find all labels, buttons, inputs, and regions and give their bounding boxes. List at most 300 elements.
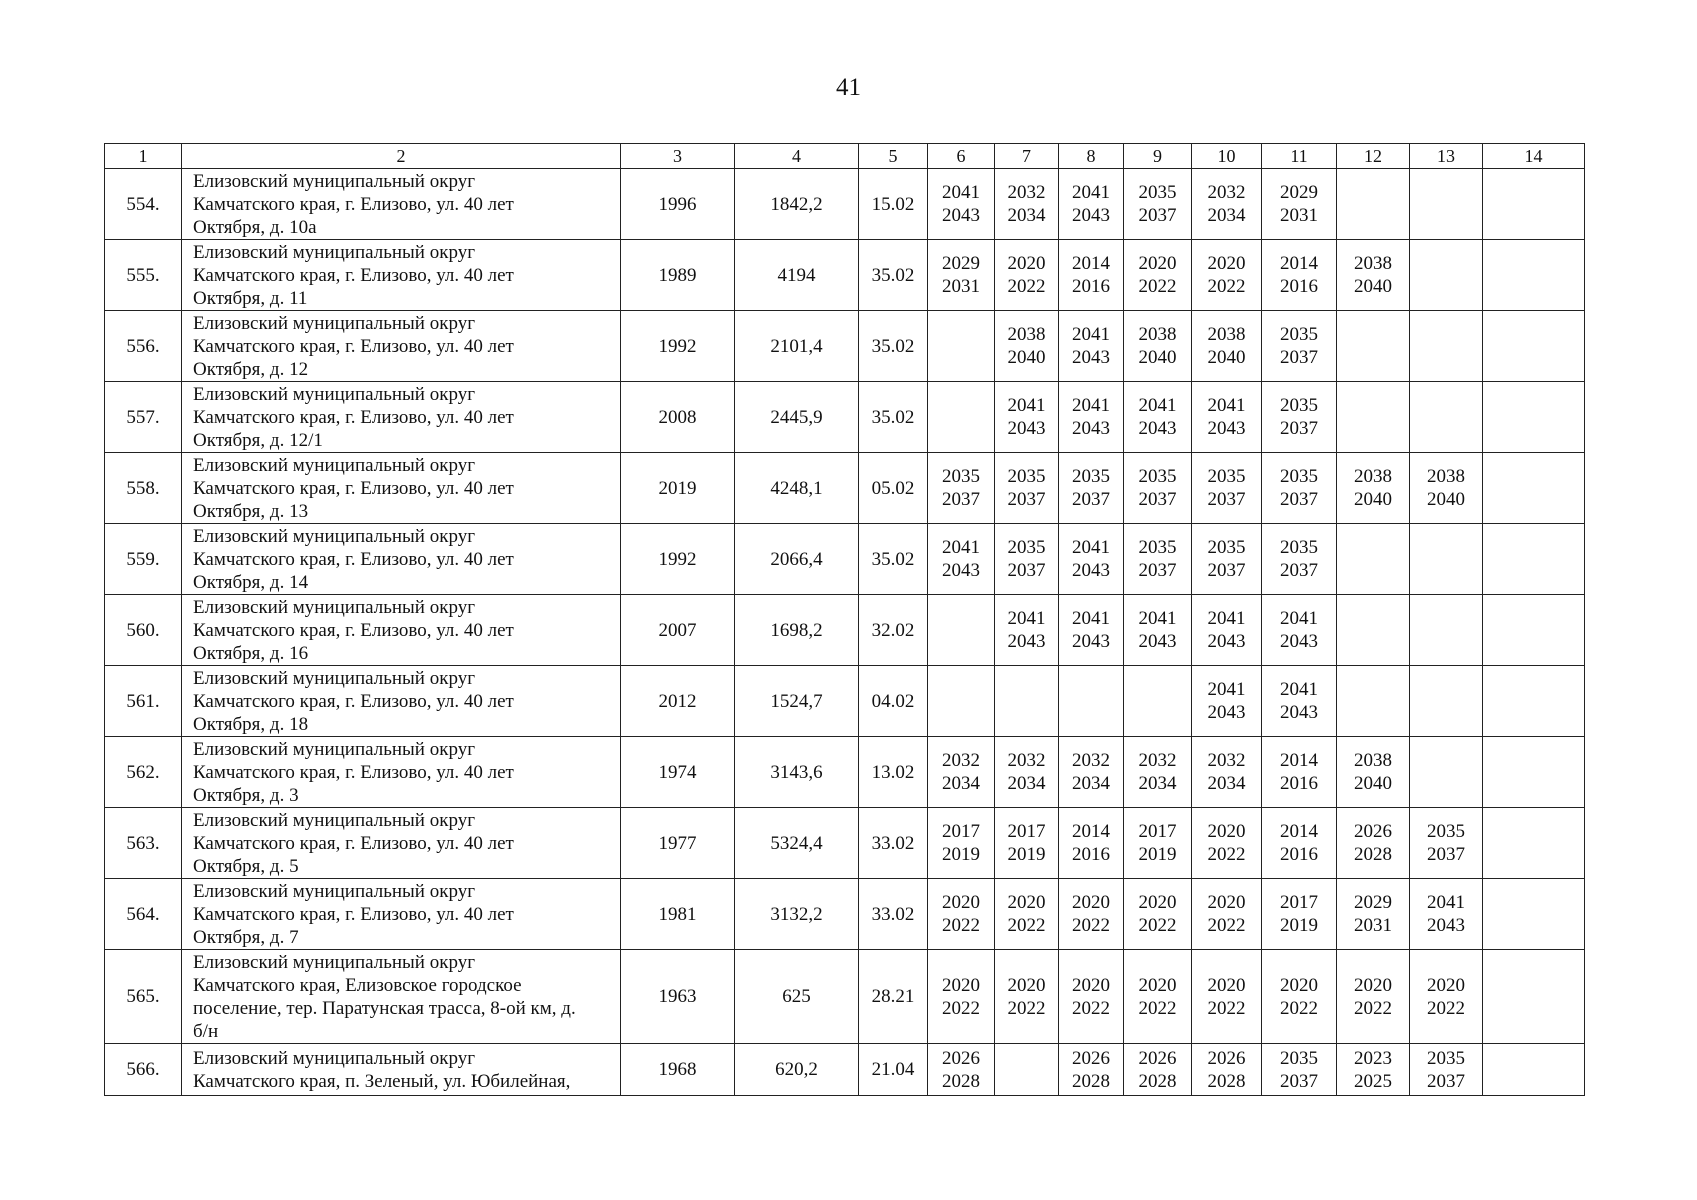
- table-row: [105, 879, 1585, 950]
- period-year: 2017: [1280, 892, 1318, 913]
- period-year: 2020: [1072, 974, 1110, 996]
- period-cell-col-8: [1059, 169, 1124, 240]
- period-cell-col-14: [1483, 311, 1585, 382]
- period-year: 2016: [1072, 276, 1110, 297]
- period-cell-col-12: [1337, 382, 1410, 453]
- period-cell-col-13: [1410, 737, 1483, 808]
- period-year: 2041: [1007, 395, 1046, 416]
- period-year: 2022: [1007, 997, 1046, 1019]
- period-year: 2043: [1207, 418, 1246, 439]
- period-year: 2041: [1280, 679, 1318, 700]
- period-year: 2038: [1138, 324, 1177, 345]
- period-cell-col-9: [1124, 169, 1192, 240]
- build-year-cell: 2012: [621, 666, 735, 737]
- period-year: 2037: [1280, 560, 1318, 581]
- period-cell-col-8: [1059, 1044, 1124, 1096]
- period-cell-col-6: [928, 808, 995, 879]
- code-cell: 13.02: [859, 737, 928, 808]
- area-cell: 5324,4: [735, 808, 859, 879]
- column-header-10: 10: [1192, 144, 1262, 169]
- address-line: б/н: [193, 1020, 219, 1042]
- period-year: 2041: [1072, 608, 1110, 629]
- period-year: 2037: [1138, 560, 1177, 581]
- period-cell-col-10: [1192, 382, 1262, 453]
- period-cell-col-10: [1192, 666, 1262, 737]
- address-line: Камчатского края, г. Елизово, ул. 40 лет: [193, 690, 514, 712]
- period-cell-col-12: [1337, 453, 1410, 524]
- period-year: 2037: [1427, 1070, 1465, 1092]
- period-cell-col-12: [1337, 737, 1410, 808]
- period-year: 2014: [1072, 821, 1110, 842]
- period-cell-col-13: [1410, 524, 1483, 595]
- period-cell-col-9: [1124, 879, 1192, 950]
- period-year: 2019: [1007, 844, 1046, 865]
- period-year: 2037: [1280, 1070, 1318, 1092]
- period-year: 2035: [1072, 466, 1110, 487]
- period-year: 2016: [1280, 773, 1318, 794]
- period-cell-col-10: [1192, 737, 1262, 808]
- period-cell-col-10: [1192, 453, 1262, 524]
- code-cell: 05.02: [859, 453, 928, 524]
- address-cell: [182, 169, 621, 240]
- area-cell: 3143,6: [735, 737, 859, 808]
- period-year: 2035: [1280, 466, 1318, 487]
- table-row: [105, 169, 1585, 240]
- period-year: 2022: [1354, 997, 1392, 1019]
- period-year: 2028: [1138, 1070, 1177, 1092]
- address-cell: [182, 879, 621, 950]
- period-year: 2026: [1072, 1047, 1110, 1069]
- period-year: 2032: [1007, 750, 1046, 771]
- period-cell-col-13: [1410, 240, 1483, 311]
- period-year: 2016: [1280, 276, 1318, 297]
- period-year: 2037: [1138, 205, 1177, 226]
- period-year: 2035: [1280, 1047, 1318, 1069]
- address-line: Камчатского края, г. Елизово, ул. 40 лет: [193, 335, 514, 357]
- period-cell-col-12: [1337, 666, 1410, 737]
- area-cell: 2101,4: [735, 311, 859, 382]
- period-cell-col-13: [1410, 808, 1483, 879]
- build-year-cell: 1977: [621, 808, 735, 879]
- period-year: 2026: [1354, 821, 1392, 842]
- period-year: 2040: [1207, 347, 1246, 368]
- address-line: Елизовский муниципальный округ: [193, 312, 475, 334]
- address-cell: [182, 808, 621, 879]
- period-year: 2020: [1207, 253, 1246, 274]
- period-cell-col-10: [1192, 524, 1262, 595]
- period-year: 2037: [1280, 489, 1318, 510]
- period-year: 2035: [1280, 324, 1318, 345]
- period-cell-col-11: [1262, 453, 1337, 524]
- period-year: 2014: [1072, 253, 1110, 274]
- address-line: Камчатского края, г. Елизово, ул. 40 лет: [193, 832, 514, 854]
- build-year-cell: 2008: [621, 382, 735, 453]
- period-year: 2022: [1072, 997, 1110, 1019]
- address-line: Октября, д. 14: [193, 571, 309, 593]
- row-number: 561.: [105, 666, 182, 737]
- address-line: Октября, д. 16: [193, 642, 309, 664]
- period-year: 2022: [1207, 844, 1246, 865]
- period-year: 2022: [1138, 915, 1177, 936]
- period-year: 2022: [1138, 276, 1177, 297]
- address-line: Октября, д. 3: [193, 784, 299, 806]
- period-year: 2034: [1207, 205, 1246, 226]
- period-year: 2025: [1354, 1070, 1392, 1092]
- period-year: 2041: [1072, 324, 1110, 345]
- period-year: 2029: [942, 253, 980, 274]
- period-year: 2037: [942, 489, 980, 510]
- period-cell-col-7: [995, 950, 1059, 1044]
- period-cell-col-7: [995, 169, 1059, 240]
- period-year: 2037: [1007, 560, 1046, 581]
- period-cell-col-9: [1124, 382, 1192, 453]
- address-line: Камчатского края, г. Елизово, ул. 40 лет: [193, 193, 514, 215]
- period-year: 2043: [942, 560, 980, 581]
- table-row: [105, 1044, 1585, 1096]
- period-cell-col-7: [995, 1044, 1059, 1096]
- period-cell-col-13: [1410, 950, 1483, 1044]
- period-cell-col-7: [995, 524, 1059, 595]
- period-cell-col-9: [1124, 808, 1192, 879]
- period-cell-col-14: [1483, 595, 1585, 666]
- period-year: 2038: [1207, 324, 1246, 345]
- period-year: 2038: [1354, 466, 1392, 487]
- period-year: 2041: [1138, 608, 1177, 629]
- period-year: 2043: [1138, 418, 1177, 439]
- period-cell-col-10: [1192, 311, 1262, 382]
- table-row: [105, 595, 1585, 666]
- address-cell: [182, 240, 621, 311]
- period-cell-col-11: [1262, 808, 1337, 879]
- header-row: [105, 144, 1585, 169]
- period-cell-col-14: [1483, 737, 1585, 808]
- period-year: 2035: [1007, 466, 1046, 487]
- column-header-6: 6: [928, 144, 995, 169]
- period-year: 2035: [942, 466, 980, 487]
- period-year: 2041: [1072, 395, 1110, 416]
- period-year: 2041: [1427, 892, 1465, 913]
- area-cell: 1698,2: [735, 595, 859, 666]
- period-year: 2031: [1354, 915, 1392, 936]
- period-year: 2020: [1280, 974, 1318, 996]
- period-year: 2043: [1280, 702, 1318, 723]
- period-cell-col-14: [1483, 950, 1585, 1044]
- period-year: 2043: [1207, 631, 1246, 652]
- area-cell: 4194: [735, 240, 859, 311]
- period-cell-col-6: [928, 524, 995, 595]
- period-year: 2040: [1138, 347, 1177, 368]
- address-line: Елизовский муниципальный округ: [193, 667, 475, 689]
- period-cell-col-8: [1059, 453, 1124, 524]
- period-year: 2035: [1427, 821, 1465, 842]
- period-cell-col-8: [1059, 524, 1124, 595]
- address-line: Елизовский муниципальный округ: [193, 383, 475, 405]
- code-cell: 35.02: [859, 240, 928, 311]
- address-line: Елизовский муниципальный округ: [193, 170, 475, 192]
- address-line: Камчатского края, г. Елизово, ул. 40 лет: [193, 477, 514, 499]
- code-cell: 32.02: [859, 595, 928, 666]
- code-cell: 35.02: [859, 311, 928, 382]
- code-cell: 35.02: [859, 524, 928, 595]
- period-cell-col-12: [1337, 1044, 1410, 1096]
- address-line: поселение, тер. Паратунская трасса, 8-ой км, д.: [193, 997, 576, 1019]
- row-number: 558.: [105, 453, 182, 524]
- address-line: Камчатского края, Елизовское городское: [193, 974, 522, 996]
- period-cell-col-9: [1124, 666, 1192, 737]
- period-year: 2043: [1007, 418, 1046, 439]
- period-year: 2020: [1007, 253, 1046, 274]
- period-year: 2028: [1354, 844, 1392, 865]
- period-year: 2014: [1280, 750, 1318, 771]
- address-cell: [182, 524, 621, 595]
- period-cell-col-8: [1059, 879, 1124, 950]
- build-year-cell: 1968: [621, 1044, 735, 1096]
- period-year: 2014: [1280, 253, 1318, 274]
- period-cell-col-9: [1124, 311, 1192, 382]
- period-cell-col-7: [995, 666, 1059, 737]
- period-year: 2034: [1138, 773, 1177, 794]
- period-year: 2023: [1354, 1047, 1392, 1069]
- row-number: 554.: [105, 169, 182, 240]
- address-line: Камчатского края, г. Елизово, ул. 40 лет: [193, 406, 514, 428]
- period-cell-col-10: [1192, 1044, 1262, 1096]
- period-cell-col-6: [928, 879, 995, 950]
- row-number: 563.: [105, 808, 182, 879]
- period-cell-col-9: [1124, 1044, 1192, 1096]
- address-line: Камчатского края, г. Елизово, ул. 40 лет: [193, 761, 514, 783]
- period-year: 2040: [1354, 276, 1392, 297]
- address-line: Елизовский муниципальный округ: [193, 951, 475, 973]
- period-year: 2037: [1207, 489, 1246, 510]
- period-cell-col-11: [1262, 382, 1337, 453]
- period-year: 2035: [1280, 537, 1318, 558]
- area-cell: 2066,4: [735, 524, 859, 595]
- code-cell: 33.02: [859, 879, 928, 950]
- period-year: 2038: [1007, 324, 1046, 345]
- area-cell: 1842,2: [735, 169, 859, 240]
- address-cell: [182, 382, 621, 453]
- row-number: 566.: [105, 1044, 182, 1096]
- code-cell: 15.02: [859, 169, 928, 240]
- period-year: 2037: [1072, 489, 1110, 510]
- period-cell-col-11: [1262, 240, 1337, 311]
- address-line: Октября, д. 7: [193, 926, 299, 948]
- build-year-cell: 1992: [621, 311, 735, 382]
- code-cell: 33.02: [859, 808, 928, 879]
- period-year: 2022: [1280, 997, 1318, 1019]
- period-year: 2020: [1138, 253, 1177, 274]
- period-cell-col-11: [1262, 311, 1337, 382]
- period-cell-col-8: [1059, 240, 1124, 311]
- address-line: Камчатского края, г. Елизово, ул. 40 лет: [193, 264, 514, 286]
- column-header-4: 4: [735, 144, 859, 169]
- period-year: 2043: [1072, 418, 1110, 439]
- column-header-12: 12: [1337, 144, 1410, 169]
- period-cell-col-14: [1483, 382, 1585, 453]
- build-year-cell: 1992: [621, 524, 735, 595]
- row-number: 560.: [105, 595, 182, 666]
- row-number: 564.: [105, 879, 182, 950]
- period-year: 2016: [1072, 844, 1110, 865]
- period-year: 2020: [1072, 892, 1110, 913]
- period-year: 2041: [1207, 679, 1246, 700]
- period-year: 2043: [1072, 560, 1110, 581]
- period-year: 2022: [942, 997, 980, 1019]
- column-header-9: 9: [1124, 144, 1192, 169]
- column-header-1: 1: [105, 144, 182, 169]
- period-cell-col-8: [1059, 382, 1124, 453]
- period-year: 2043: [1007, 631, 1046, 652]
- page-number: 41: [836, 74, 861, 101]
- address-cell: [182, 737, 621, 808]
- column-header-11: 11: [1262, 144, 1337, 169]
- period-cell-col-9: [1124, 524, 1192, 595]
- code-cell: 35.02: [859, 382, 928, 453]
- period-year: 2043: [1072, 347, 1110, 368]
- address-cell: [182, 311, 621, 382]
- period-cell-col-6: [928, 382, 995, 453]
- period-cell-col-14: [1483, 169, 1585, 240]
- address-line: Октября, д. 12: [193, 358, 309, 380]
- period-year: 2040: [1354, 773, 1392, 794]
- address-line: Елизовский муниципальный округ: [193, 525, 475, 547]
- period-year: 2022: [1207, 915, 1246, 936]
- address-line: Елизовский муниципальный округ: [193, 1047, 475, 1069]
- period-cell-col-9: [1124, 737, 1192, 808]
- period-year: 2032: [1072, 750, 1110, 771]
- period-year: 2037: [1280, 418, 1318, 439]
- period-year: 2041: [942, 537, 980, 558]
- period-year: 2041: [1007, 608, 1046, 629]
- period-year: 2032: [1207, 750, 1246, 771]
- period-year: 2016: [1280, 844, 1318, 865]
- period-year: 2032: [942, 750, 980, 771]
- period-year: 2020: [1354, 974, 1392, 996]
- period-year: 2034: [1007, 773, 1046, 794]
- period-year: 2035: [1427, 1047, 1465, 1069]
- period-cell-col-12: [1337, 595, 1410, 666]
- period-year: 2031: [1280, 205, 1318, 226]
- build-year-cell: 1996: [621, 169, 735, 240]
- column-header-5: 5: [859, 144, 928, 169]
- build-year-cell: 2019: [621, 453, 735, 524]
- period-cell-col-14: [1483, 808, 1585, 879]
- area-cell: 2445,9: [735, 382, 859, 453]
- period-cell-col-12: [1337, 879, 1410, 950]
- period-year: 2034: [1072, 773, 1110, 794]
- period-year: 2037: [1427, 844, 1465, 865]
- code-cell: 04.02: [859, 666, 928, 737]
- period-year: 2041: [1280, 608, 1318, 629]
- period-cell-col-6: [928, 453, 995, 524]
- row-number: 557.: [105, 382, 182, 453]
- table-row: [105, 382, 1585, 453]
- period-year: 2020: [1207, 892, 1246, 913]
- period-year: 2019: [942, 844, 980, 865]
- address-line: Октября, д. 12/1: [193, 429, 323, 451]
- period-year: 2032: [1007, 182, 1046, 203]
- period-year: 2043: [1207, 702, 1246, 723]
- period-cell-col-7: [995, 240, 1059, 311]
- period-year: 2043: [1072, 631, 1110, 652]
- period-year: 2035: [1138, 182, 1177, 203]
- period-year: 2026: [942, 1047, 980, 1069]
- period-cell-col-7: [995, 737, 1059, 808]
- period-cell-col-10: [1192, 595, 1262, 666]
- period-cell-col-9: [1124, 240, 1192, 311]
- address-line: Елизовский муниципальный округ: [193, 454, 475, 476]
- address-line: Октября, д. 13: [193, 500, 309, 522]
- period-year: 2017: [1138, 821, 1177, 842]
- period-year: 2028: [1072, 1070, 1110, 1092]
- period-cell-col-13: [1410, 382, 1483, 453]
- table-row: [105, 524, 1585, 595]
- period-cell-col-8: [1059, 737, 1124, 808]
- period-cell-col-13: [1410, 169, 1483, 240]
- period-year: 2041: [942, 182, 980, 203]
- period-year: 2041: [1138, 395, 1177, 416]
- period-cell-col-12: [1337, 808, 1410, 879]
- period-cell-col-7: [995, 879, 1059, 950]
- period-year: 2022: [942, 915, 980, 936]
- area-cell: 1524,7: [735, 666, 859, 737]
- period-year: 2037: [1138, 489, 1177, 510]
- period-cell-col-11: [1262, 169, 1337, 240]
- period-year: 2028: [1207, 1070, 1246, 1092]
- period-cell-col-7: [995, 808, 1059, 879]
- row-number: 565.: [105, 950, 182, 1044]
- period-year: 2020: [942, 974, 980, 996]
- row-number: 559.: [105, 524, 182, 595]
- period-cell-col-13: [1410, 453, 1483, 524]
- period-year: 2022: [1072, 915, 1110, 936]
- code-cell: 21.04: [859, 1044, 928, 1096]
- address-line: Елизовский муниципальный округ: [193, 241, 475, 263]
- period-year: 2032: [1138, 750, 1177, 771]
- address-line: Октября, д. 5: [193, 855, 299, 877]
- period-year: 2043: [1280, 631, 1318, 652]
- area-cell: 4248,1: [735, 453, 859, 524]
- period-cell-col-14: [1483, 453, 1585, 524]
- period-year: 2041: [1072, 537, 1110, 558]
- period-year: 2043: [1427, 915, 1465, 936]
- period-cell-col-6: [928, 240, 995, 311]
- period-cell-col-14: [1483, 1044, 1585, 1096]
- period-year: 2029: [1280, 182, 1318, 203]
- period-year: 2035: [1138, 466, 1177, 487]
- address-cell: [182, 595, 621, 666]
- period-year: 2043: [942, 205, 980, 226]
- build-year-cell: 1963: [621, 950, 735, 1044]
- period-cell-col-7: [995, 453, 1059, 524]
- period-year: 2022: [1207, 997, 1246, 1019]
- period-year: 2020: [942, 892, 980, 913]
- period-cell-col-7: [995, 382, 1059, 453]
- address-line: Камчатского края, г. Елизово, ул. 40 лет: [193, 903, 514, 925]
- period-cell-col-10: [1192, 808, 1262, 879]
- address-line: Елизовский муниципальный округ: [193, 738, 475, 760]
- period-cell-col-6: [928, 169, 995, 240]
- period-cell-col-10: [1192, 169, 1262, 240]
- period-cell-col-12: [1337, 169, 1410, 240]
- table-row: [105, 666, 1585, 737]
- period-cell-col-12: [1337, 524, 1410, 595]
- period-year: 2020: [1138, 974, 1177, 996]
- period-cell-col-8: [1059, 666, 1124, 737]
- period-year: 2043: [1072, 205, 1110, 226]
- period-year: 2028: [942, 1070, 980, 1092]
- build-year-cell: 1974: [621, 737, 735, 808]
